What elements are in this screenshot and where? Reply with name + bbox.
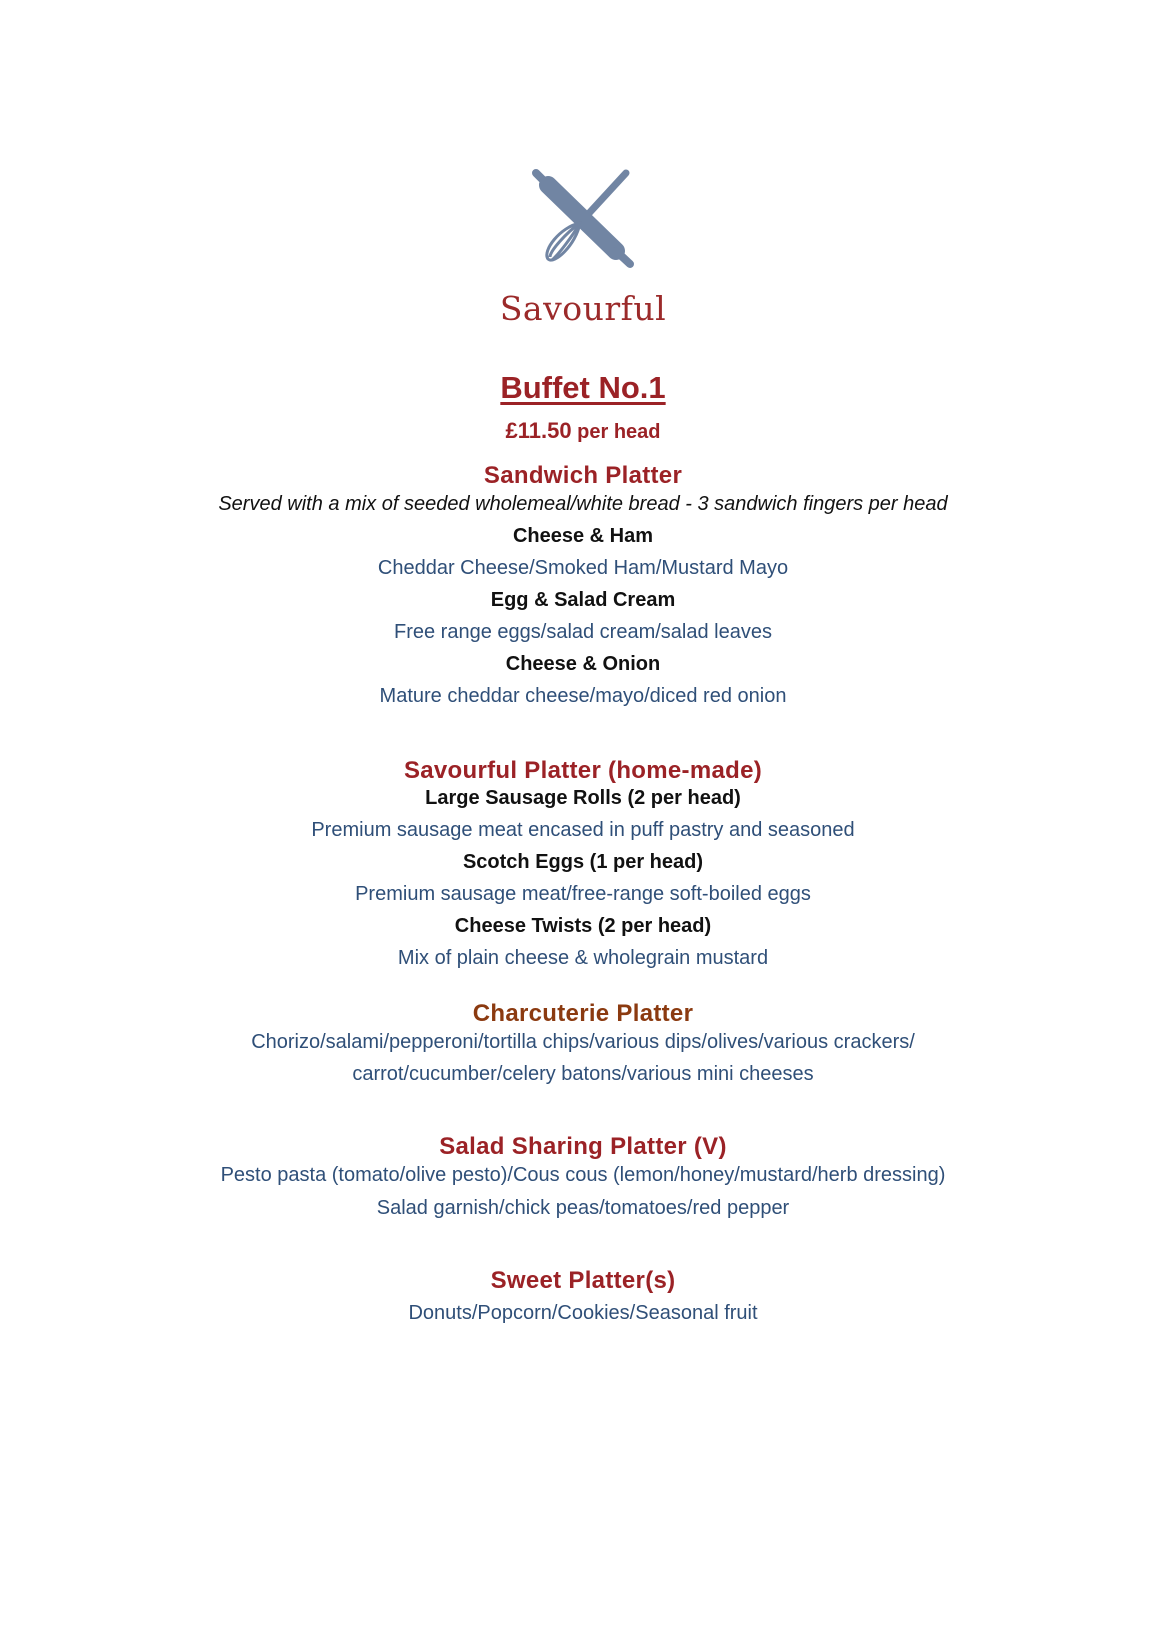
section-heading-salad: Salad Sharing Platter (V) bbox=[439, 1133, 727, 1160]
price-line bbox=[0, 418, 1166, 444]
salad-line: Pesto pasta (tomato/olive pesto)/Cous cous (lemon/honey/mustard/herb dressing) bbox=[220, 1164, 946, 1186]
rolling-pin-and-whisk-icon bbox=[520, 165, 650, 283]
sandwich-item-desc: Cheddar Cheese/Smoked Ham/Mustard Mayo bbox=[377, 557, 789, 579]
price-unit: per head bbox=[577, 421, 661, 443]
sandwich-item-name: Cheese & Ham bbox=[512, 525, 654, 547]
charcuterie-line: carrot/cucumber/celery batons/various mini cheeses bbox=[352, 1063, 814, 1085]
sandwich-item-desc: Free range eggs/salad cream/salad leaves bbox=[394, 621, 772, 643]
platter-item-name: Cheese Twists (2 per head) bbox=[454, 915, 712, 937]
platter-item-name: Scotch Eggs (1 per head) bbox=[462, 851, 704, 873]
sweet-line: Donuts/Popcorn/Cookies/Seasonal fruit bbox=[408, 1302, 758, 1324]
section-heading-sweet: Sweet Platter(s) bbox=[490, 1267, 676, 1294]
platter-item-desc: Premium sausage meat encased in puff pastry and seasoned bbox=[311, 819, 855, 841]
section-heading-charcuterie: Charcuterie Platter bbox=[472, 1000, 694, 1027]
menu-title: Buffet No.1 bbox=[500, 370, 666, 405]
section-heading-sandwich: Sandwich Platter bbox=[483, 462, 683, 489]
section-heading-savourful-platter: Savourful Platter (home-made) bbox=[403, 757, 763, 784]
platter-item-name: Large Sausage Rolls (2 per head) bbox=[425, 787, 741, 809]
price-amount: £11.50 bbox=[505, 418, 572, 443]
platter-item-desc: Mix of plain cheese & wholegrain mustard bbox=[397, 947, 769, 969]
sandwich-item-name: Cheese & Onion bbox=[505, 653, 661, 675]
sandwich-note: Served with a mix of seeded wholemeal/white bread - 3 sandwich fingers per head bbox=[218, 493, 948, 515]
sandwich-item-name: Egg & Salad Cream bbox=[490, 589, 676, 611]
sandwich-item-desc: Mature cheddar cheese/mayo/diced red onion bbox=[379, 685, 787, 707]
brand-name: Savourful bbox=[499, 289, 667, 328]
charcuterie-line: Chorizo/salami/pepperoni/tortilla chips/various dips/olives/various crackers/ bbox=[251, 1031, 915, 1053]
platter-item-desc: Premium sausage meat/free-range soft-boiled eggs bbox=[355, 883, 811, 905]
salad-line: Salad garnish/chick peas/tomatoes/red pepper bbox=[376, 1197, 790, 1219]
